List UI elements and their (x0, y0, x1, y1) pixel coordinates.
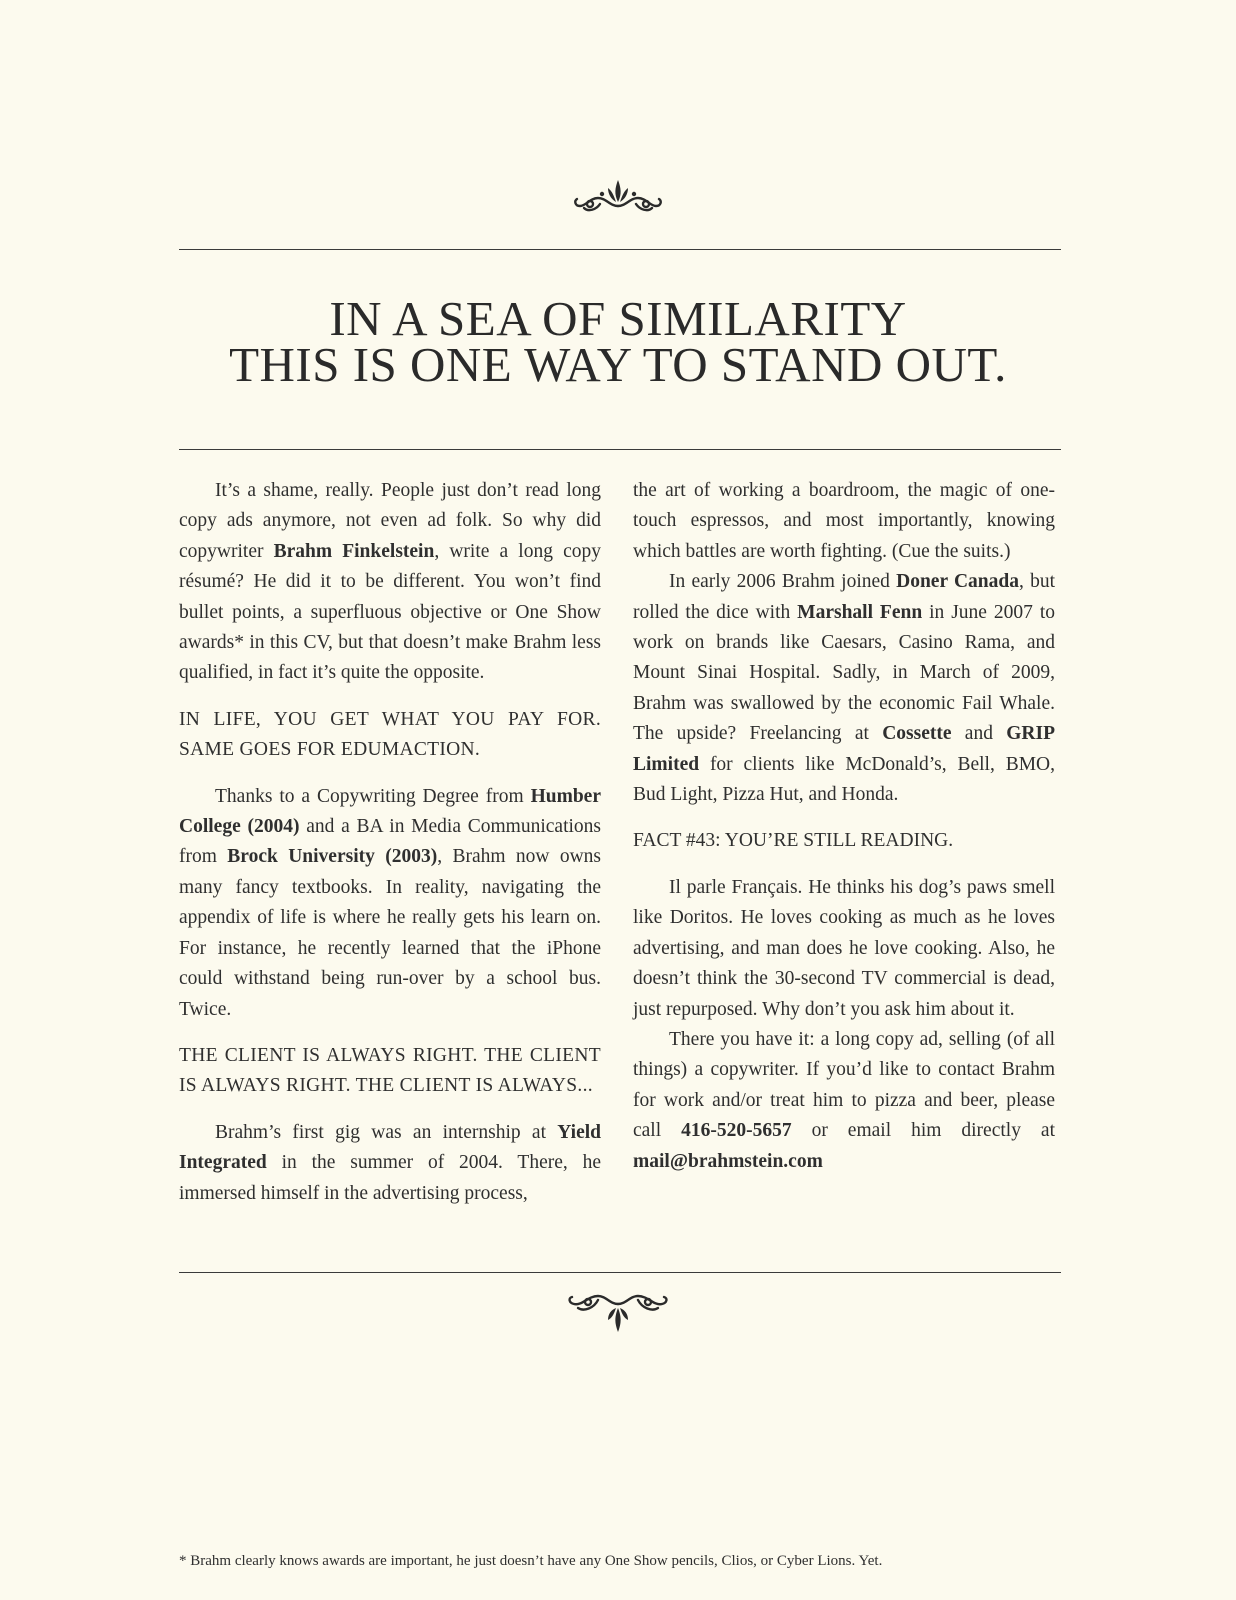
section-heading-fact: FACT #43: YOU’RE STILL READING. (633, 830, 954, 852)
divider-rule (179, 1272, 1061, 1273)
flourish-ornament-bottom-icon (564, 1290, 672, 1336)
divider-rule (179, 249, 1061, 250)
section-heading-education: IN LIFE, YOU GET WHAT YOU PAY FOR. SAME GOES FOR EDUMACTION. (179, 708, 601, 761)
personal-paragraph: Il parle Français. He thinks his dog’s paws smell like Doritos. He loves cooking as much as he loves advertising, and man does he love cooking. Also, he doesn’t think the 30-second TV commercial is dead, just repurposed. Why don’t you ask him about it. (633, 876, 1055, 1020)
company-grip: GRIP Limited (633, 723, 1055, 775)
company-marshall-fenn: Marshall Fenn (797, 601, 923, 623)
footnote: * Brahm clearly knows awards are important, he just doesn’t have any One Show pencils, Clios, or Cyber Lions. Yet. (179, 1553, 883, 1569)
school-brock: Brock University (2003) (227, 846, 438, 868)
headline-line-2: THIS IS ONE WAY TO STAND OUT. (229, 337, 1007, 392)
section-heading-client: THE CLIENT IS ALWAYS RIGHT. THE CLIENT IS ALWAYS RIGHT. THE CLIENT IS ALWAYS... (179, 1044, 601, 1097)
contact-paragraph: There you have it: a long copy ad, selling (of all things) a copywriter. If you’d like to contact Brahm for work and/or treat him to pizza and beer, please call 416-520-5657 or email him directly at mail@brahmstein.com (633, 1028, 1055, 1172)
intro-paragraph: It’s a shame, really. People just don’t read long copy ads anymore, not even ad folk. So why did copywriter Brahm Finkelstein, write a long copy résumé? He did it to be different. You won’t find bullet points, a superfluous objective or One Show awards* in this CV, but that doesn’t make Brahm less qualified, in fact it’s quite the opposite. (179, 480, 602, 684)
career-paragraph: In early 2006 Brahm joined Doner Canada, but rolled the dice with Marshall Fenn in June 2007 to work on brands like Caesars, Casino Rama, and Mount Sinai Hospital. Sadly, in March of 2009, Brahm was swallowed by the economic Fail Whale. The upside? Freelancing at Cossette and GRIP Limited for clients like McDonald’s, Bell, BMO, Bud Light, Pizza Hut, and Honda. (633, 571, 1055, 806)
experience-continued-paragraph: the art of working a boardroom, the magic of one-touch espressos, and most importantly, knowing which battles are worth fighting. (Cue the suits.) (633, 480, 1055, 562)
company-doner: Doner Canada (896, 571, 1019, 593)
experience-paragraph: Brahm’s first gig was an internship at Yield Integrated in the summer of 2004. There, he immersed himself in the advertising process, (179, 1121, 601, 1204)
right-column (633, 476, 1055, 1177)
email-address: mail@brahmstein.com (633, 1150, 823, 1172)
divider-rule (179, 449, 1061, 450)
flourish-ornament-top-icon (570, 176, 666, 220)
headline-line-1: IN A SEA OF SIMILARITY (329, 291, 907, 346)
education-paragraph: Thanks to a Copywriting Degree from Humber College (2004) and a BA in Media Communications from Brock University (2003), Brahm now owns many fancy textbooks. In reality, navigating the appendix of life is where he really gets his learn on. For instance, he recently learned that the iPhone could withstand being run-over by a school bus. Twice. (179, 785, 602, 1020)
left-column (179, 476, 601, 1209)
school-humber: Humber College (2004) (179, 785, 601, 838)
company-yield: Yield Integrated (179, 1121, 601, 1174)
phone-number: 416-520-5657 (681, 1120, 792, 1142)
company-cossette: Cossette (882, 723, 952, 745)
headline (0, 291, 1236, 392)
name-bold: Brahm Finkelstein (273, 540, 435, 562)
